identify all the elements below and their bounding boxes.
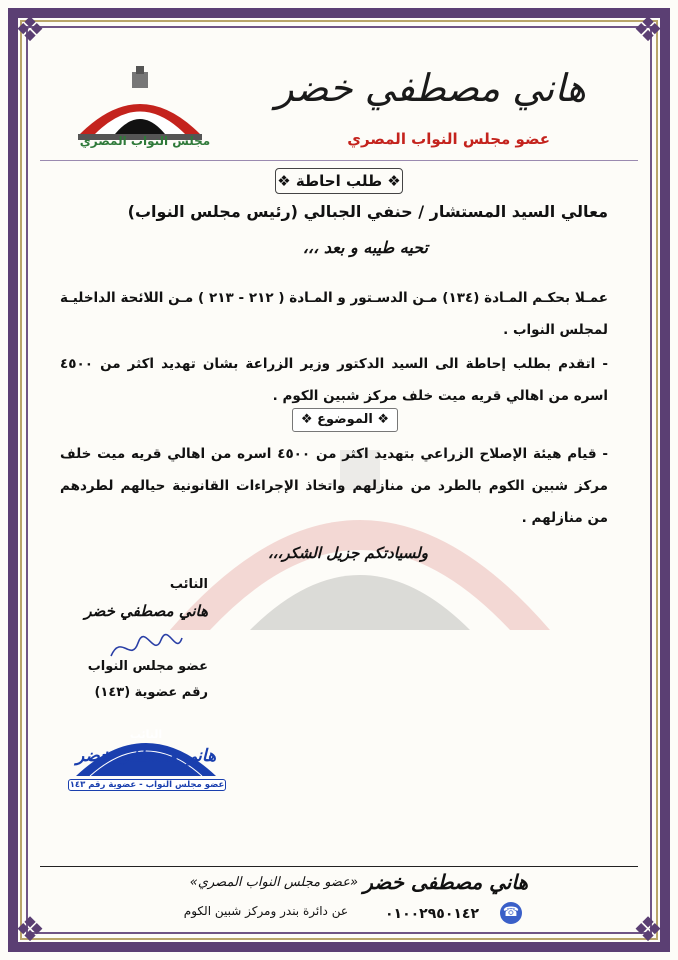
- footer-phone: ٠١٠٠٢٩٥٠١٤٢: [385, 906, 479, 922]
- bullet-paragraph-1: - اتقدم بطلب إحاطة الى السيد الدكتور وزير الزراعة بشان تهديد اكثر من ٤٥٠٠ اسره من اهالي قريه ميت خلف مركز شبين الكوم .: [60, 356, 608, 404]
- bullet-paragraph-2: - قيام هيئة الإصلاح الزراعي بتهديد اكثر من ٤٥٠٠ اسره من اهالي قريه ميت خلف مركز شبين الكوم بالطرد من منازلهم واتخاذ الإجراءات القانونية حيالهم لطردهم من منازلهم .: [60, 446, 609, 526]
- subject-label: ❖ الموضوع ❖: [292, 408, 398, 432]
- stamp-name-text: هاني مصطفي خضر: [75, 746, 217, 766]
- signature-name: هاني مصطفي خضر: [84, 602, 208, 620]
- stamp-bottom-text: عضو مجلس النواب - عضوية رقم ١٤٣: [69, 780, 225, 790]
- stamp-top-text: النائب: [129, 728, 163, 741]
- header-name: هاني مصطفي خضر: [275, 66, 586, 110]
- signature-role: النائب: [169, 577, 208, 592]
- handwritten-signature: [106, 628, 186, 668]
- addressee: معالي السيد المستشار / حنفي الجبالي (رئيس مجلس النواب): [127, 202, 608, 221]
- signature-membership: رقم عضوية (١٤٣): [94, 685, 208, 700]
- greeting: تحيه طيبه و بعد ،،،: [302, 238, 428, 257]
- header-member-title: عضو مجلس النواب المصري: [347, 130, 550, 148]
- ornament-icon: ❖: [632, 910, 664, 950]
- closing: ولسيادتكم جزيل الشكر،،،: [267, 544, 428, 562]
- footer-divider: [40, 866, 638, 867]
- intro-paragraph: عمـلا بحكـم المـادة (١٣٤) مـن الدسـتور و المـادة ( ٢١٢ - ٢١٣ ) مـن اللائحة الداخليـة لمجلس النواب .: [60, 290, 608, 338]
- ornament-icon: ❖: [14, 10, 46, 50]
- phone-icon: ☎: [500, 902, 522, 924]
- logo-caption: مجلس النواب المصري: [79, 134, 211, 148]
- header-divider: [40, 160, 638, 161]
- footer-member: «عضو مجلس النواب المصري»: [189, 875, 358, 890]
- request-title: ❖ طلب احاطة ❖: [275, 168, 403, 194]
- footer-name: هاني مصطفى خضر: [363, 870, 528, 894]
- ornament-icon: ❖: [14, 910, 46, 950]
- signature-title: عضو مجلس النواب: [87, 659, 208, 674]
- ornament-icon: ❖: [632, 10, 664, 50]
- footer-area: عن دائرة بندر ومركز شبين الكوم: [183, 904, 348, 918]
